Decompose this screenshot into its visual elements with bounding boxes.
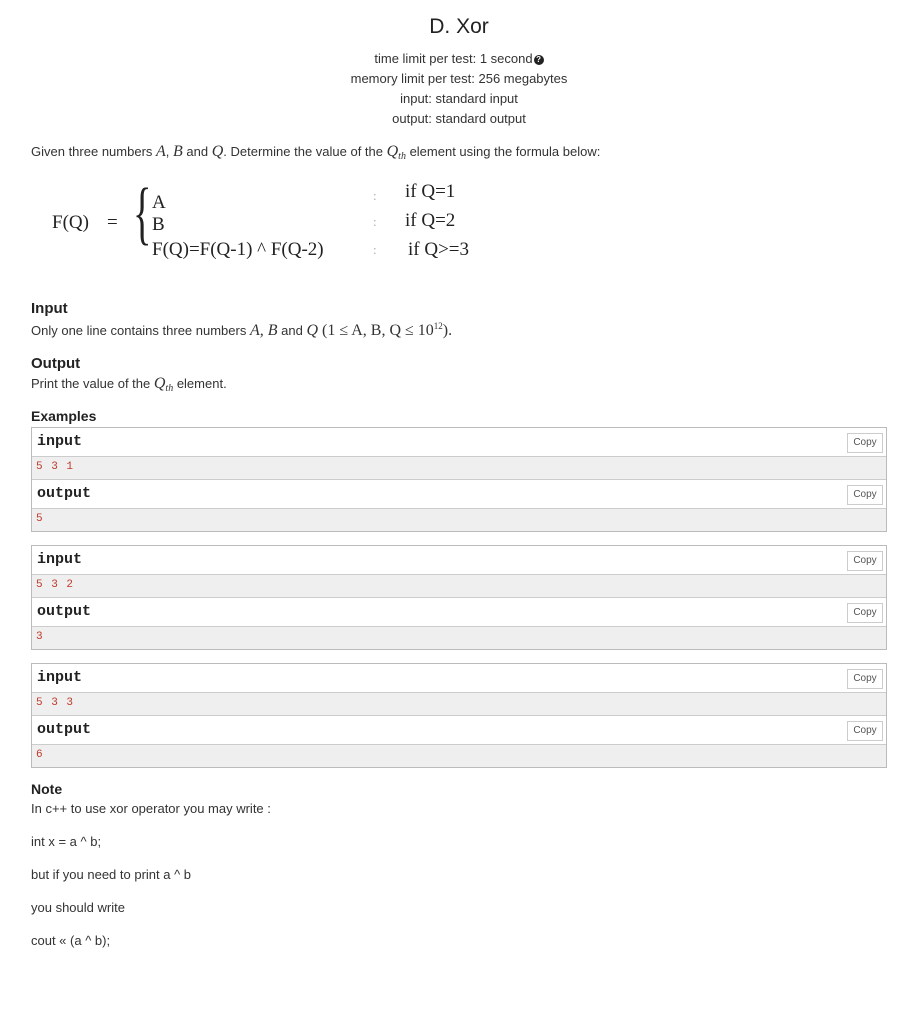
memory-limit: memory limit per test: 256 megabytes bbox=[350, 71, 568, 86]
formula-cond-3: if Q>=3 bbox=[408, 239, 470, 260]
formula-cond-1: if Q=1 bbox=[405, 181, 456, 202]
time-limit: time limit per test: 1 second ? bbox=[0, 51, 903, 66]
note-line: In c++ to use xor operator you may write : bbox=[31, 801, 271, 816]
example-input-label: input bbox=[37, 551, 83, 568]
output-title: Output bbox=[31, 355, 81, 372]
example-input-label: input bbox=[37, 433, 83, 450]
copy-button[interactable]: Copy bbox=[847, 433, 883, 453]
note-line: int x = a ^ b; bbox=[31, 834, 102, 849]
output-file: output: standard output bbox=[392, 111, 526, 126]
example-output-value: 6 bbox=[36, 749, 44, 761]
example-3 bbox=[31, 663, 887, 768]
input-file: input: standard input bbox=[400, 91, 518, 106]
note-line: you should write bbox=[31, 900, 125, 915]
input-title: Input bbox=[31, 300, 68, 317]
copy-button[interactable]: Copy bbox=[847, 721, 883, 741]
example-2 bbox=[31, 545, 887, 650]
copy-button[interactable]: Copy bbox=[847, 603, 883, 623]
formula-case-1: A bbox=[152, 192, 166, 213]
input-spec: Only one line contains three numbers A, B and Q (1 ≤ A, B, $Q \le 10^{12}$). bbox=[31, 321, 453, 339]
example-output-value: 3 bbox=[36, 631, 44, 643]
example-output-label: output bbox=[37, 603, 92, 620]
question-icon[interactable]: ? bbox=[534, 55, 544, 65]
problem-title: D. Xor bbox=[429, 15, 489, 38]
example-output-value: 5 bbox=[36, 513, 44, 525]
copy-button[interactable]: Copy bbox=[847, 669, 883, 689]
examples-title: Examples bbox=[31, 408, 97, 424]
formula-image: F(Q) = { A B F(Q)=F(Q-1) ^ F(Q-2) : : : if Q=1 if Q=2 if Q>=3 bbox=[52, 175, 470, 260]
example-1 bbox=[31, 427, 887, 532]
note-line: but if you need to print a ^ b bbox=[31, 867, 192, 882]
example-input-value: 5 3 3 bbox=[36, 697, 75, 709]
example-input-label: input bbox=[37, 669, 83, 686]
formula-case-3: F(Q)=F(Q-1) ^ F(Q-2) bbox=[152, 239, 324, 260]
formula-eq: = bbox=[107, 212, 118, 233]
note-title: Note bbox=[31, 781, 63, 797]
example-output-label: output bbox=[37, 485, 92, 502]
statement-intro: Given three numbers A, B and Q. Determine the value of the $Q_{th}$ element using the formula below: bbox=[31, 143, 601, 162]
copy-button[interactable]: Copy bbox=[847, 551, 883, 571]
formula-cond-2: if Q=2 bbox=[405, 210, 456, 231]
note-line: cout « (a ^ b); bbox=[31, 933, 111, 948]
formula-lhs: F(Q) bbox=[52, 212, 89, 233]
formula-brace: { bbox=[133, 175, 152, 252]
copy-button[interactable]: Copy bbox=[847, 485, 883, 505]
formula-case-2: B bbox=[152, 214, 165, 235]
output-spec: Print the value of the $Q_{th}$ element. bbox=[31, 375, 227, 394]
example-input-value: 5 3 1 bbox=[36, 461, 75, 473]
example-output-label: output bbox=[37, 721, 92, 738]
example-input-value: 5 3 2 bbox=[36, 579, 75, 591]
